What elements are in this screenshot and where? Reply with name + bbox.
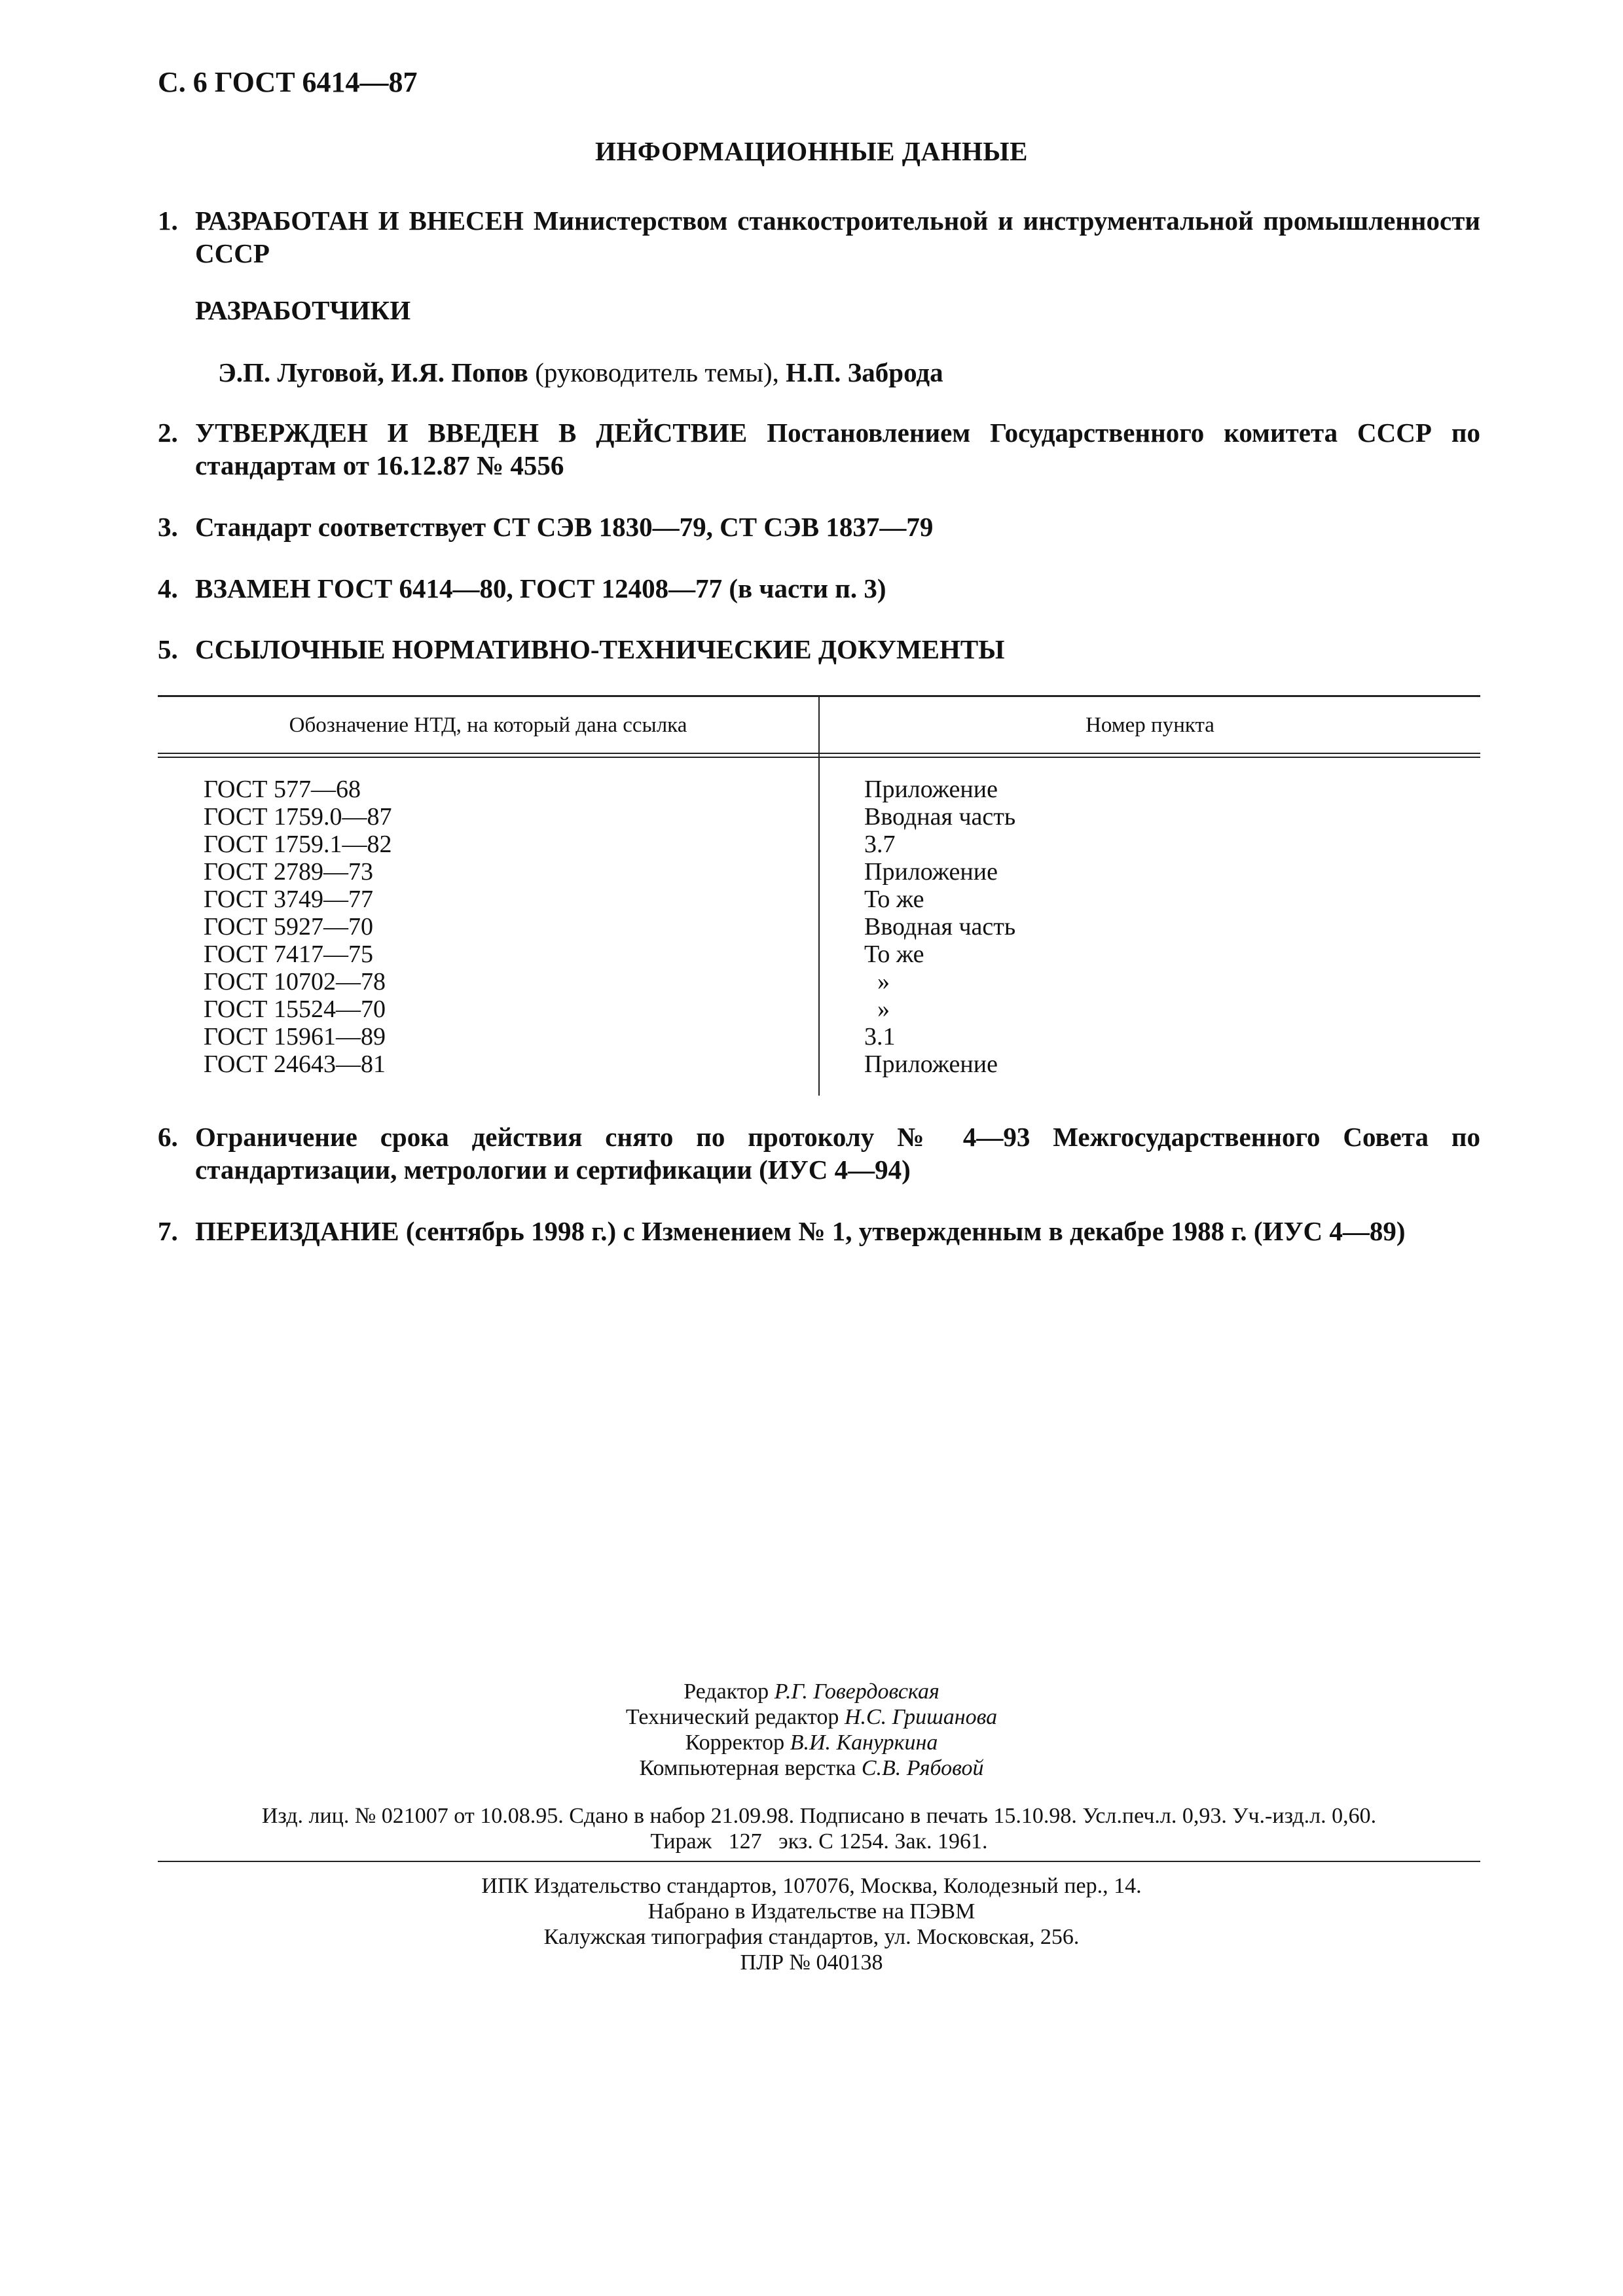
table-cell-clause: Приложение xyxy=(864,776,998,803)
item-lead: РАЗРАБОТАН И ВНЕСЕН xyxy=(195,206,524,236)
item-number: 1. xyxy=(158,206,178,236)
item-number: 3. xyxy=(158,512,178,542)
table-column-documents xyxy=(204,776,392,1078)
table-cell-doc: ГОСТ 15524—70 xyxy=(204,996,386,1023)
table-header-clause: Номер пункта xyxy=(1085,713,1214,737)
credit-editor xyxy=(0,1679,1623,1704)
publication-info-line: Тираж 127 экз. С 1254. Зак. 1961. xyxy=(650,1829,988,1854)
imprint-line: ИПК Издательство стандартов, 107076, Москва, Колодезный пер., 14. xyxy=(481,1874,1142,1898)
publication-info-line: Изд. лиц. № 021007 от 10.08.95. Сдано в набор 21.09.98. Подписано в печать 15.10.98. Усл.печ.л. 0,93. Уч.-изд.л. 0,60. xyxy=(261,1804,1377,1828)
credit-layout xyxy=(0,1755,1623,1781)
table-column-divider xyxy=(818,695,820,1096)
item-text: Стандарт соответствует СТ СЭВ 1830—79, СТ СЭВ 1837—79 xyxy=(195,512,934,542)
credit-name: В.И. Кануркина xyxy=(790,1731,938,1755)
info-item-5 xyxy=(158,633,1480,666)
table-cell-doc: ГОСТ 1759.0—87 xyxy=(204,803,392,831)
table-column-clauses xyxy=(864,776,1015,1078)
credit-tech-editor xyxy=(0,1704,1623,1730)
developer-names: Э.П. Луговой, И.Я. Попов xyxy=(218,357,528,387)
ditto-mark: » xyxy=(877,996,890,1023)
info-item-7 xyxy=(158,1215,1480,1247)
table-cell-clause: 3.7 xyxy=(864,831,896,858)
credit-label: Компьютерная верстка xyxy=(639,1756,862,1780)
info-item-2 xyxy=(158,416,1480,482)
table-cell-doc: ГОСТ 7417—75 xyxy=(204,941,373,968)
imprint-block xyxy=(0,1873,1623,1975)
table-header-document: Обозначение НТД, на который дана ссылка xyxy=(289,713,687,737)
table-cell-doc: ГОСТ 5927—70 xyxy=(204,913,373,941)
page-header: С. 6 ГОСТ 6414—87 xyxy=(158,66,418,98)
item-number: 2. xyxy=(158,418,178,448)
credit-name: Н.С. Гришанова xyxy=(844,1705,998,1729)
table-cell-doc: ГОСТ 24643—81 xyxy=(204,1050,386,1078)
imprint-line: Калужская типография стандартов, ул. Московская, 256. xyxy=(543,1925,1080,1949)
table-cell-clause: Приложение xyxy=(864,1050,998,1078)
table-cell-clause: Вводная часть xyxy=(864,803,1016,831)
credit-name: С.В. Рябовой xyxy=(861,1756,984,1780)
table-cell-doc: ГОСТ 2789—73 xyxy=(204,858,373,886)
item-text xyxy=(195,416,1480,482)
table-cell-doc: ГОСТ 3749—77 xyxy=(204,886,373,913)
credits-block xyxy=(0,1679,1623,1781)
table-cell-doc: ГОСТ 10702—78 xyxy=(204,968,386,996)
imprint-line: ПЛР № 040138 xyxy=(740,1950,883,1975)
developer-names-2: Н.П. Заброда xyxy=(778,357,943,387)
item-number: 6. xyxy=(158,1122,178,1152)
item-number: 5. xyxy=(158,634,178,664)
footer-rule xyxy=(158,1861,1480,1862)
table-cell-clause: Приложение xyxy=(864,858,998,886)
info-item-4 xyxy=(158,572,1480,605)
item-body: Постановлением Государственного комитета СССР по стандартам от 16.12.87 № 4556 xyxy=(195,418,1480,480)
table-cell-clause: То же xyxy=(864,886,924,913)
item-text: ПЕРЕИЗДАНИЕ (сентябрь 1998 г.) с Изменением № 1, утвержденным в декабре 1988 г. (ИУС 4—89) xyxy=(195,1216,1406,1246)
info-item-6 xyxy=(158,1121,1480,1186)
table-cell-clause: Вводная часть xyxy=(864,913,1016,941)
credit-label: Технический редактор xyxy=(625,1705,845,1729)
table-cell-clause: То же xyxy=(864,941,924,968)
item-lead: УТВЕРЖДЕН И ВВЕДЕН В ДЕЙСТВИЕ xyxy=(195,418,748,448)
imprint-line: Набрано в Издательстве на ПЭВМ xyxy=(647,1899,976,1924)
developer-role: (руководитель темы), xyxy=(528,357,779,387)
table-cell-clause xyxy=(864,968,1015,996)
ditto-mark: » xyxy=(877,968,890,996)
item-number: 4. xyxy=(158,573,178,603)
info-item-3 xyxy=(158,511,1480,543)
item-text: ВЗАМЕН ГОСТ 6414—80, ГОСТ 12408—77 (в части п. 3) xyxy=(195,573,886,603)
item-text xyxy=(195,204,1480,270)
table-cell-clause xyxy=(864,996,1015,1023)
credit-label: Корректор xyxy=(685,1731,790,1755)
table-cell-doc: ГОСТ 577—68 xyxy=(204,776,361,803)
table-cell-doc: ГОСТ 1759.1—82 xyxy=(204,831,392,858)
credit-name: Р.Г. Говердовская xyxy=(774,1679,939,1704)
developers-list xyxy=(218,357,943,388)
item-number: 7. xyxy=(158,1216,178,1246)
info-item-1 xyxy=(158,204,1480,270)
credit-label: Редактор xyxy=(684,1679,775,1704)
table-cell-doc: ГОСТ 15961—89 xyxy=(204,1023,386,1050)
item-text: ССЫЛОЧНЫЕ НОРМАТИВНО-ТЕХНИЧЕСКИЕ ДОКУМЕНТЫ xyxy=(195,634,1005,664)
item-text: Ограничение срока действия снято по протоколу № 4—93 Межгосударственного Совета по стандартизации, метрологии и сертификации (ИУС 4—94) xyxy=(195,1122,1480,1185)
page-title: ИНФОРМАЦИОННЫЕ ДАННЫЕ xyxy=(595,136,1028,166)
publication-info xyxy=(158,1803,1480,1854)
credit-corrector xyxy=(0,1730,1623,1755)
table-cell-clause: 3.1 xyxy=(864,1023,896,1050)
developers-heading: РАЗРАБОТЧИКИ xyxy=(195,295,411,325)
item-body: Министерством станкостроительной и инструментальной промышленности СССР xyxy=(195,206,1480,268)
